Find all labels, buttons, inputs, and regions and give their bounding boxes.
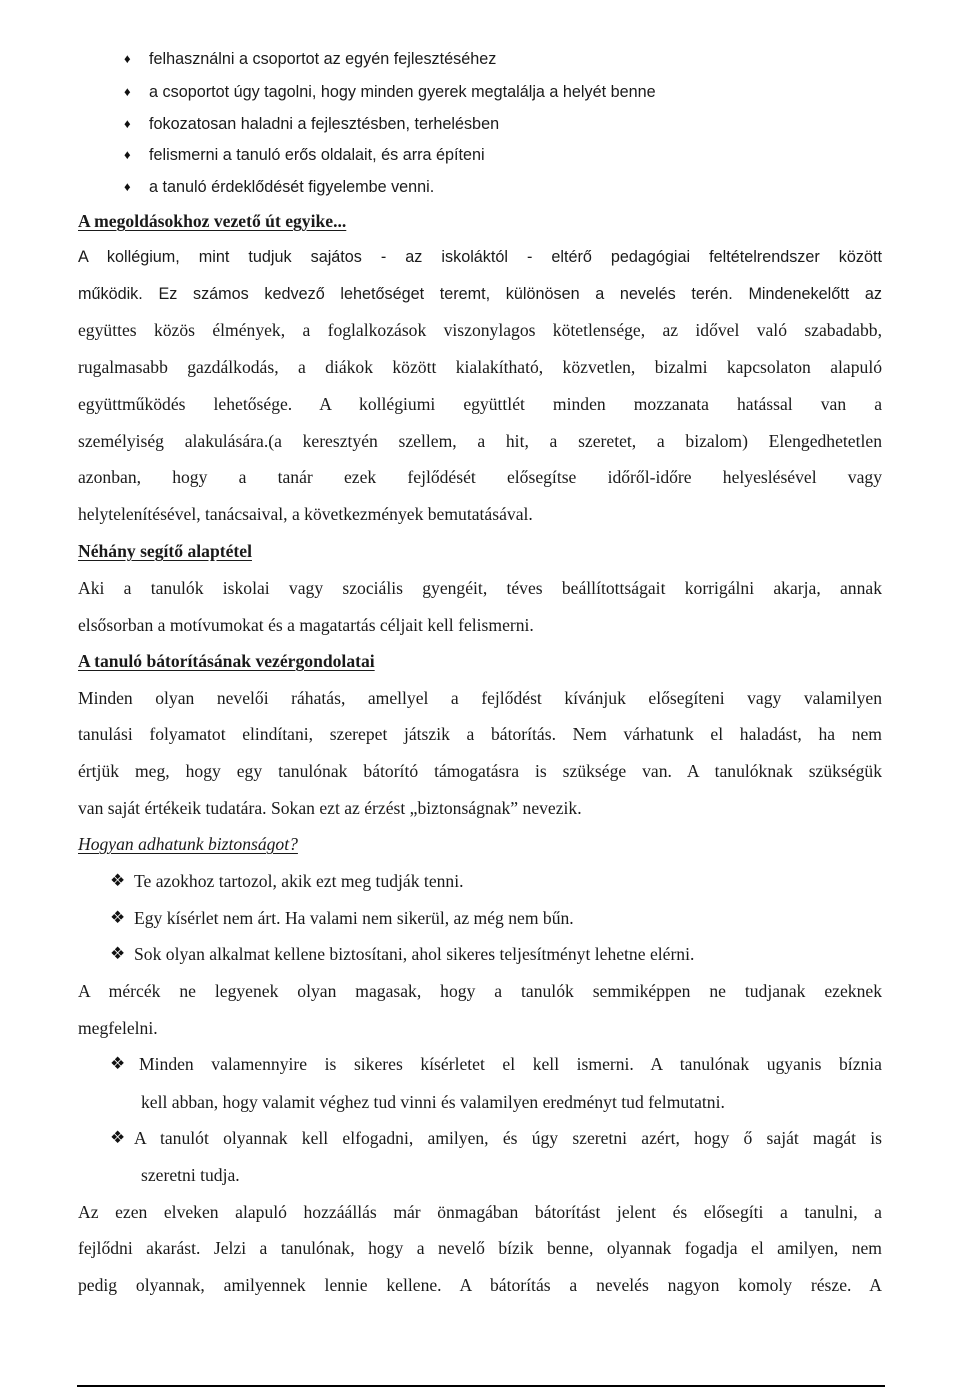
star-bullet-text: A tanulót olyannak kell elfogadni, amilyen, és úgy szeretni azért, hogy ő saját magát is xyxy=(134,1128,882,1148)
paragraph-line: tanulási folyamatot elindítani, szerepet játszik a bátorítás. Nem várhatunk el haladást, ha nem xyxy=(78,724,882,744)
paragraph-line: működik. Ez számos kedvező lehetőséget teremt, különösen a nevelés terén. Mindenekelőtt az xyxy=(78,285,882,303)
paragraph-line: megfelelni. xyxy=(78,1018,158,1038)
paragraph-line: Aki a tanulók iskolai vagy szociális gyengéit, téves beállítottságait korrigálni akarja, annak xyxy=(78,578,882,598)
paragraph-line: rugalmasabb gazdálkodás, a diákok között kialakítható, közvetlen, bizalmi kapcsolaton alapuló xyxy=(78,357,882,377)
star-bullet-icon: ❖ xyxy=(110,1054,126,1073)
paragraph-line: Minden olyan nevelői ráhatás, amellyel a fejlődést kívánjuk elősegíteni vagy valamilyen xyxy=(78,688,882,708)
star-bullet-icon: ❖ xyxy=(110,1128,126,1147)
paragraph-line: együttes közös élmények, a foglalkozások viszonylagos kötetlensége, az idővel való szabadabb, xyxy=(78,320,882,340)
paragraph-line: van saját értékeik tudatára. Sokan ezt az érzést „biztonságnak” nevezik. xyxy=(78,798,582,818)
question-heading: Hogyan adhatunk biztonságot? xyxy=(78,834,298,854)
intro-bullet-text: a csoportot úgy tagolni, hogy minden gyerek megtalálja a helyét benne xyxy=(149,83,656,101)
paragraph-line: elsősorban a motívumokat és a magatartás céljait kell felismerni. xyxy=(78,615,534,635)
star-bullet-text: Sok olyan alkalmat kellene biztosítani, ahol sikeres teljesítményt lehetne elérni. xyxy=(134,944,695,964)
paragraph-line: pedig olyannak, amilyennek lennie kellene. A bátorítás a nevelés nagyon komoly része. A xyxy=(78,1275,882,1295)
intro-bullet-text: a tanuló érdeklődését figyelembe venni. xyxy=(149,178,435,196)
section-heading-solutions: A megoldásokhoz vezető út egyike... xyxy=(78,211,347,231)
diamond-bullet-icon: ♦ xyxy=(124,116,131,131)
intro-bullet-text: fokozatosan haladni a fejlesztésben, terhelésben xyxy=(149,115,500,133)
star-bullet-text: Egy kísérlet nem árt. Ha valami nem sikerül, az még nem bűn. xyxy=(134,908,574,928)
paragraph-line: személyiség alakulására.(a keresztyén szellem, a hit, a szeretet, a bizalom) Elengedhetetlen xyxy=(78,431,882,451)
paragraph-line: azonban, hogy a tanár ezek fejlődését elősegítse időről-időre helyeslésével vagy xyxy=(78,467,882,487)
paragraph-line: értjük meg, hogy egy tanulónak bátorító támogatásra is szüksége van. A tanulóknak szükségük xyxy=(78,761,882,781)
star-bullet-icon: ❖ xyxy=(110,908,126,927)
diamond-bullet-icon: ♦ xyxy=(124,84,131,99)
diamond-bullet-icon: ♦ xyxy=(124,147,131,162)
section-heading-principles: Néhány segítő alaptétel xyxy=(78,541,252,561)
paragraph-line: Az ezen elveken alapuló hozzáállás már önmagában bátorítást jelent és elősegíti a tanulni, a xyxy=(78,1202,882,1222)
paragraph-line: A mércék ne legyenek olyan magasak, hogy a tanulók semmiképpen ne tudjanak ezeknek xyxy=(78,981,882,1001)
intro-bullet-text: felismerni a tanuló erős oldalait, és arra építeni xyxy=(149,146,485,164)
star-bullet-icon: ❖ xyxy=(110,871,126,890)
diamond-bullet-icon: ♦ xyxy=(124,179,131,194)
star-bullet-icon: ❖ xyxy=(110,944,126,963)
star-bullet-text: szeretni tudja. xyxy=(141,1165,240,1185)
intro-bullet-text: felhasználni a csoportot az egyén fejlesztéséhez xyxy=(149,50,497,68)
star-bullet-text: kell abban, hogy valamit véghez tud vinni és valamilyen eredményt tud felmutatni. xyxy=(141,1092,725,1112)
star-bullet-text: Minden valamennyire is sikeres kísérletet el kell ismerni. A tanulónak ugyanis bíznia xyxy=(139,1054,882,1074)
footer-rule xyxy=(77,1385,885,1387)
paragraph-line: együttműködés lehetősége. A kollégiumi együttlét minden mozzanata hatással van a xyxy=(78,394,882,414)
diamond-bullet-icon: ♦ xyxy=(124,51,131,66)
section-heading-encouragement: A tanuló bátorításának vezérgondolatai xyxy=(78,651,375,671)
star-bullet-text: Te azokhoz tartozol, akik ezt meg tudják tenni. xyxy=(134,871,464,891)
paragraph-line: helytelenítésével, tanácsaival, a következmények bemutatásával. xyxy=(78,504,533,524)
paragraph-line: fejlődni akarást. Jelzi a tanulónak, hogy a nevelő bízik benne, olyannak fogadja el amilyen, nem xyxy=(78,1238,882,1258)
paragraph-line: A kollégium, mint tudjuk sajátos - az iskoláktól - eltérő pedagógiai feltételrendszer között xyxy=(78,248,882,266)
